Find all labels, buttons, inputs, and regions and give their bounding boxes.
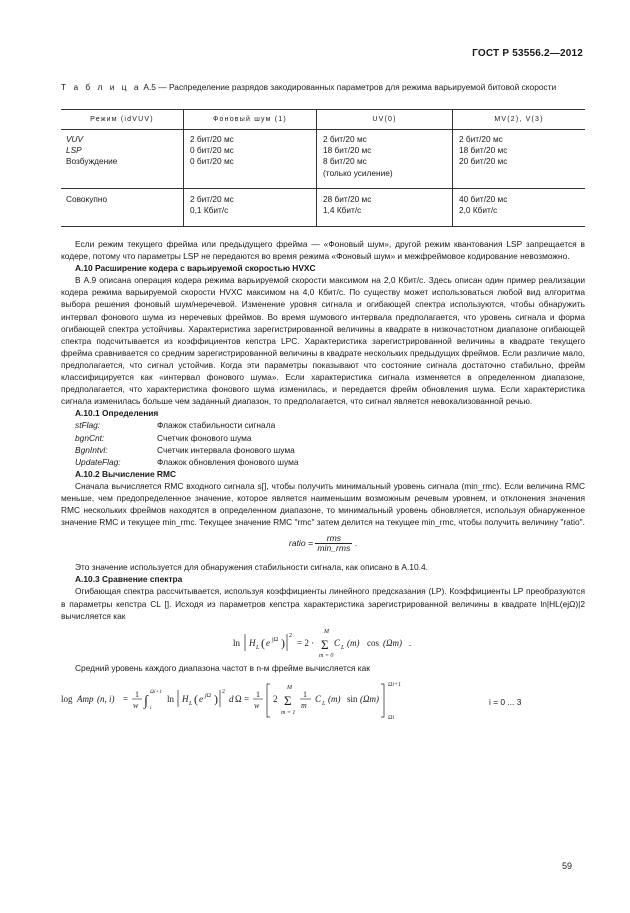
paragraph: В А.9 описана операция кодера режима варьируемой скорости максимом на 2,0 Кбит/с. Здесь описан один пример реализации кодера режима варьируемой скорости HVXC максимом на 4,0 Кбит/с. По существу может использоваться любой вид алгоритма выбора решения фоновый шум/неречевой. Изменение уровня сигнала и огибающей спектра используются, чтобы обнаружить интервал фонового шума из неречевых фреймов. Во время шумового интервала предполагается, что уровень сигнала и форма огибающей спектра устойчивы. Характеристика зарегистрированной величины в квадрате в низкочастотном диапазоне огибающей спектра подсчитывается из коэффициентов кепстра LPC. Характеристика зарегистрированной величины в квадрате текущего фрейма сравнивается со средним зарегистрированной величины в квадрате нескольких предыдущих фреймов. Если различие мало, предполагается, что сигнал устойчив. Когда эти параметры показывают что состояние сигнала достаточно стабильно, фрейм классифицируется как «интервал фонового шума». Если характеристика сигнала изменяется в определенном диапазоне, предполагается, что характеристика фонового шума изменилась, и передается фрейм обновления шума. Если характеристика сигнала изменилась больше чем заданный диапазон, то предполагается, что сигнал является невокализованной речью. — [61, 275, 585, 407]
cell-line: 2 бит/20 мс — [323, 134, 367, 144]
svg-text:w: w — [254, 700, 260, 710]
definition-term: UpdateFlag: — [75, 456, 121, 467]
table-header-row — [61, 110, 585, 130]
table-header-cell: Фоновый шум (1) — [184, 110, 317, 130]
formula-end: . — [354, 538, 358, 549]
cell-line: 0 бит/20 мс — [190, 156, 234, 167]
svg-text:L: L — [189, 700, 193, 707]
formula-denominator: min_rms — [317, 543, 351, 554]
cell-line: 18 бит/20 мс — [459, 145, 508, 156]
cepstrum-formula-svg — [61, 622, 585, 662]
definition-item — [75, 444, 585, 456]
cell-line: Совокупно — [66, 194, 108, 204]
svg-text:(: ( — [261, 635, 265, 650]
definition-desc: Флажок обновления фонового шума — [157, 456, 299, 467]
svg-text:H: H — [182, 693, 189, 704]
bit-allocation-table — [61, 109, 585, 227]
table-cell — [317, 130, 453, 189]
svg-text:L: L — [341, 644, 345, 651]
cell-line: 2 бит/20 мс — [190, 194, 234, 204]
cell-line: 1,4 Кбит/с — [323, 205, 362, 216]
svg-text:= 2 ·: = 2 · — [297, 637, 315, 648]
table-header-cell: MV(2), V(3) — [453, 110, 586, 130]
svg-text:Ω =: Ω = — [235, 693, 250, 704]
average-level-formula-svg — [61, 674, 585, 724]
cell-line: 8 бит/20 мс — [323, 156, 367, 167]
table-caption — [61, 81, 585, 93]
svg-text:L: L — [322, 700, 326, 707]
svg-text:ln: ln — [233, 637, 241, 648]
svg-text:=: = — [123, 693, 129, 704]
svg-text:(: ( — [194, 691, 198, 706]
cell-line: 2 бит/20 мс — [459, 134, 503, 144]
svg-text:m = 0: m = 0 — [319, 652, 334, 659]
cell-line: 2 бит/20 мс — [190, 134, 234, 144]
cell-line: 2,0 Кбит/с — [459, 205, 498, 216]
cell-line: LSP — [66, 145, 82, 156]
svg-text:Σ: Σ — [284, 692, 292, 708]
cell-line: VUV — [66, 134, 84, 144]
caption-text: А.5 — Распределение разрядов закодированных параметров для режима варьируемой битовой скорости — [143, 82, 557, 92]
cell-line: 20 бит/20 мс — [459, 156, 508, 167]
svg-text:(m): (m) — [347, 637, 360, 648]
body-text — [61, 238, 585, 724]
table-cell — [453, 130, 586, 189]
svg-text:(n, i): (n, i) — [97, 693, 115, 704]
svg-text:Σ: Σ — [321, 636, 329, 652]
svg-text:(Ωm): (Ωm) — [360, 693, 380, 704]
table-cell — [453, 189, 586, 227]
svg-text:w: w — [133, 700, 139, 710]
svg-text:cos: cos — [367, 637, 379, 648]
table-header-cell: UV(0) — [317, 110, 453, 130]
svg-text:Amp: Amp — [77, 693, 94, 704]
definition-desc: Счетчик интервала фонового шума — [157, 444, 295, 455]
paragraph: Средний уровень каждого диапазона частот в n-м фрейме вычисляется как — [75, 662, 370, 673]
table-header-cell: Режим (idVUV) — [61, 110, 184, 130]
svg-text:e: e — [199, 693, 203, 704]
svg-text:Ωi: Ωi — [388, 714, 395, 721]
paragraph: Огибающая спектра рассчитывается, используя коэффициенты линейного предсказания (LP). Коэффициенты LP преобразуются в параметры кепстра CL []. Исходя из параметров кепстра характеристика зарегистрированной величины в квадрате ln|HL(ejΩ)|2 вычисляется как — [61, 586, 585, 621]
formula-index-range: i = 0 ... 3 — [489, 696, 522, 707]
svg-text:2: 2 — [222, 688, 225, 695]
svg-text:2: 2 — [273, 693, 278, 704]
cell-line: Возбуждение — [66, 156, 118, 167]
svg-text:(m): (m) — [328, 693, 341, 704]
svg-text:): ) — [281, 635, 285, 650]
svg-text:1: 1 — [135, 689, 139, 699]
table-cell — [184, 130, 317, 189]
formula-numerator: rms — [315, 534, 352, 544]
caption-prefix: Т а б л и ц а — [61, 82, 142, 92]
svg-text:m = 1: m = 1 — [281, 709, 296, 716]
svg-text:M: M — [287, 684, 292, 691]
svg-text:(Ωm): (Ωm) — [383, 637, 403, 648]
table-cell — [184, 189, 317, 227]
section-heading: А.10 Расширение кодера с варьируемой скоростью HVXC — [75, 263, 316, 274]
svg-text:2: 2 — [289, 632, 292, 639]
cell-line: (только усиление) — [323, 167, 393, 178]
definition-item — [75, 419, 585, 431]
formula-fraction — [315, 534, 352, 553]
svg-text:M: M — [324, 628, 329, 635]
definition-term: stFlag: — [75, 420, 101, 431]
svg-text:sin: sin — [347, 693, 358, 704]
cell-line: 18 бит/20 мс — [323, 145, 372, 156]
section-heading: А.10.2 Вычисление RMC — [75, 468, 177, 479]
document-id: ГОСТ Р 53556.2—2012 — [472, 48, 583, 59]
section-heading: А.10.3 Сравнение спектра — [75, 574, 183, 585]
cepstrum-formula — [61, 622, 585, 662]
definition-desc: Счетчик фонового шума — [157, 432, 252, 443]
definition-item — [75, 456, 585, 468]
table-cell — [61, 189, 184, 227]
page-number: 59 — [562, 861, 573, 871]
svg-text:i: i — [150, 704, 152, 711]
paragraph: Если режим текущего фрейма или предыдущего фрейма — «Фоновый шум», другой режим квантования LSP запрещается в кодере, потому что параметры LSP не передаются во время режима «Фоновый шум» и межфреймовое кодирование невозможно. — [61, 239, 585, 262]
svg-text:.: . — [409, 637, 412, 648]
ratio-formula — [61, 534, 585, 553]
svg-text:Ωi+1: Ωi+1 — [150, 688, 162, 695]
definition-desc: Флажок стабильности сигнала — [157, 420, 276, 431]
svg-text:1: 1 — [303, 689, 307, 699]
section-heading: А.10.1 Определения — [75, 408, 159, 419]
cell-line: 28 бит/20 мс — [323, 194, 372, 204]
paragraph: Сначала вычисляется RMC входного сигнала s[], чтобы получить минимальный уровень сигнала (min_rmc). Если величина RMC меньше, чем предопределенное значение, которое является наименьшим возможным речевым уровнем, и отклонения значения RMC нескольких фреймов находятся в определенном диапазоне, то минимальный уровень обновляется, используя обнаруженное значение RMC и текущее min_rmc. Текущее значение RMC "rmc" затем делится на текущее min_rmc, чтобы получить величину "ratio". — [61, 480, 585, 528]
definition-term: BgnIntvl: — [75, 444, 108, 455]
svg-text:H: H — [249, 637, 256, 648]
average-level-formula — [61, 674, 585, 724]
cell-line: 0,1 Кбит/с — [190, 205, 229, 216]
svg-text:e: e — [266, 637, 270, 648]
definition-term: bgnCnt: — [75, 432, 105, 443]
table-cell — [61, 130, 184, 189]
svg-text:∫: ∫ — [144, 693, 148, 709]
svg-text:L: L — [256, 644, 260, 651]
svg-text:m: m — [301, 700, 307, 710]
table-cell — [317, 189, 453, 227]
svg-text:1: 1 — [256, 689, 260, 699]
svg-text:C: C — [315, 693, 322, 704]
cell-line: 40 бит/20 мс — [459, 194, 508, 204]
svg-text:jΩ: jΩ — [272, 636, 279, 643]
cell-line: 0 бит/20 мс — [190, 145, 234, 156]
svg-text:): ) — [214, 691, 218, 706]
svg-text:jΩ: jΩ — [205, 692, 212, 699]
svg-text:Ωi+1: Ωi+1 — [388, 681, 402, 688]
svg-text:C: C — [334, 637, 341, 648]
svg-text:d: d — [229, 693, 234, 704]
definition-item — [75, 432, 585, 444]
paragraph: Это значение используется для обнаружения стабильности сигнала, как описано в А.10.4. — [75, 562, 428, 573]
table-row — [61, 130, 585, 189]
formula-lhs: ratio = — [288, 538, 313, 549]
definitions-list — [61, 419, 585, 467]
svg-text:ln: ln — [167, 693, 175, 704]
table-row — [61, 189, 585, 227]
svg-text:log: log — [61, 693, 73, 704]
